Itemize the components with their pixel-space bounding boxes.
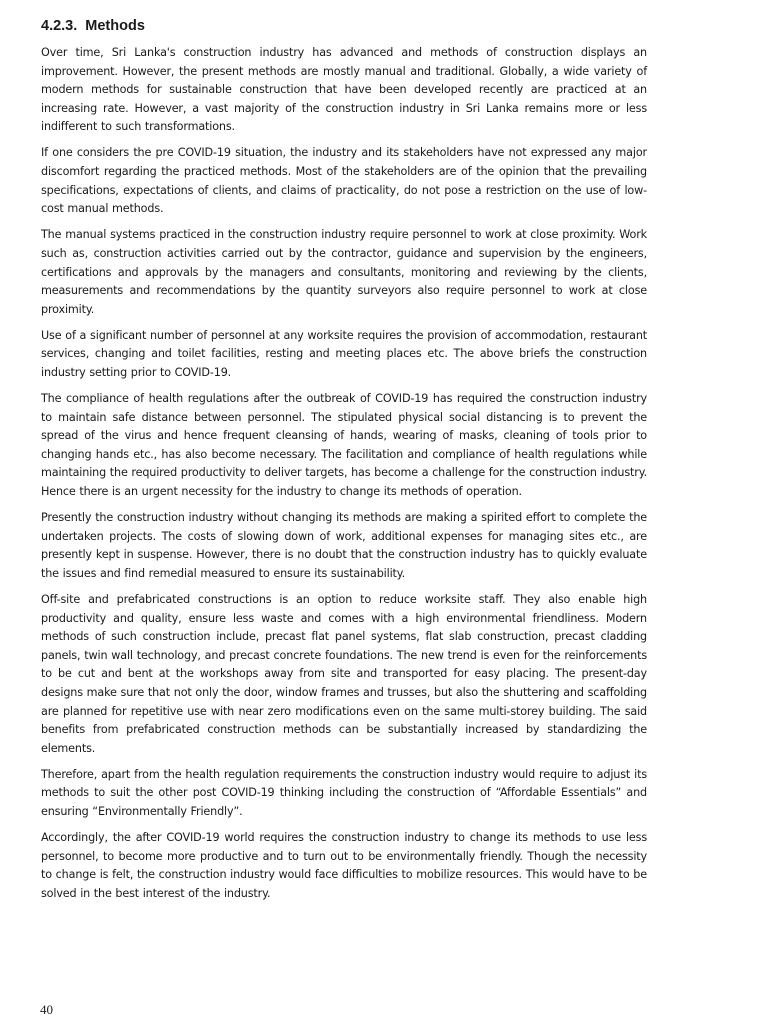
- paragraph-2: If one considers the pre COVID-19 situation, the industry and its stakeholders have not expressed any major discomfort regarding the practiced methods. Most of the stakeholders are of the opinion that the prevailing specifications, expectations of clients, and claims of practicality, do not pose a restriction on the use of low-cost manual methods.: [41, 146, 647, 216]
- document-page: [41, 16, 647, 911]
- paragraph-1: Over time, Sri Lanka's construction industry has advanced and methods of construction displays an improvement. However, the present methods are mostly manual and traditional. Globally, a wide variety of modern methods for sustainable construction that have been developed recently are practiced at an increasing rate. However, a vast majority of the construction industry in Sri Lanka remains more or less indifferent to such transformations.: [41, 46, 647, 134]
- section-title: Methods: [85, 18, 145, 34]
- paragraph-9: Accordingly, the after COVID-19 world requires the construction industry to change its methods to use less personnel, to become more productive and to turn out to be environmentally friendly. Though the necessity to change is felt, the construction industry would face difficulties to mobilize resources. This would have to be solved in the best interest of the industry.: [41, 831, 647, 900]
- paragraph-6: Presently the construction industry without changing its methods are making a spirited effort to complete the undertaken projects. The costs of slowing down of work, additional expenses for managing sites etc., are presently kept in suspense. However, there is no doubt that the construction industry has to quickly evaluate the issues and find remedial measured to ensure its sustainability.: [41, 511, 647, 580]
- paragraph-5: The compliance of health regulations after the outbreak of COVID-19 has required the construction industry to maintain safe distance between personnel. The stipulated physical social distancing is to prevent the spread of the virus and hence frequent cleansing of hands, wearing of masks, cleaning of tools prior to changing hands etc., has also become necessary. The facilitation and compliance of health regulations while maintaining the required productivity to deliver targets, has become a challenge for the construction industry. Hence there is an urgent necessity for the industry to change its methods of operation.: [41, 392, 647, 499]
- page-number: 40: [40, 1002, 53, 1017]
- section-number: 4.2.3.: [41, 18, 78, 34]
- paragraph-3: The manual systems practiced in the construction industry require personnel to work at close proximity. Work such as, construction activities carried out by the contractor, guidance and supervision by the engineers, certifications and approvals by the managers and consultants, monitoring and reviewing by the clients, measurements and recommendations by the quantity surveyors also require personnel to work at close proximity.: [41, 228, 647, 316]
- paragraph-7: Off-site and prefabricated constructions is an option to reduce worksite staff. They also enable high productivity and quality, ensure less waste and comes with a high environmental friendliness. Modern methods of such construction include, precast flat panel systems, flat slab construction, precast cladding panels, twin wall technology, and precast concrete foundations. The new trend is even for the reinforcements to be cut and bent at the workshops away from site and transported for easy placing. The present-day designs make sure that not only the door, window frames and trusses, but also the shuttering and scaffolding are planned for repetitive use with near zero modifications even on the same multi-storey building. The said benefits from prefabricated construction methods can be substantially increased by standardizing the elements.: [41, 593, 647, 755]
- paragraph-4: Use of a significant number of personnel at any worksite requires the provision of accommodation, restaurant services, changing and toilet facilities, resting and meeting places etc. The above briefs the construction industry setting prior to COVID-19.: [41, 328, 647, 379]
- section-heading: [41, 16, 647, 36]
- paragraph-8: Therefore, apart from the health regulation requirements the construction industry would require to adjust its methods to suit the other post COVID-19 thinking including the construction of “Affordable Essentials” and ensuring “Environmentally Friendly”.: [41, 767, 647, 819]
